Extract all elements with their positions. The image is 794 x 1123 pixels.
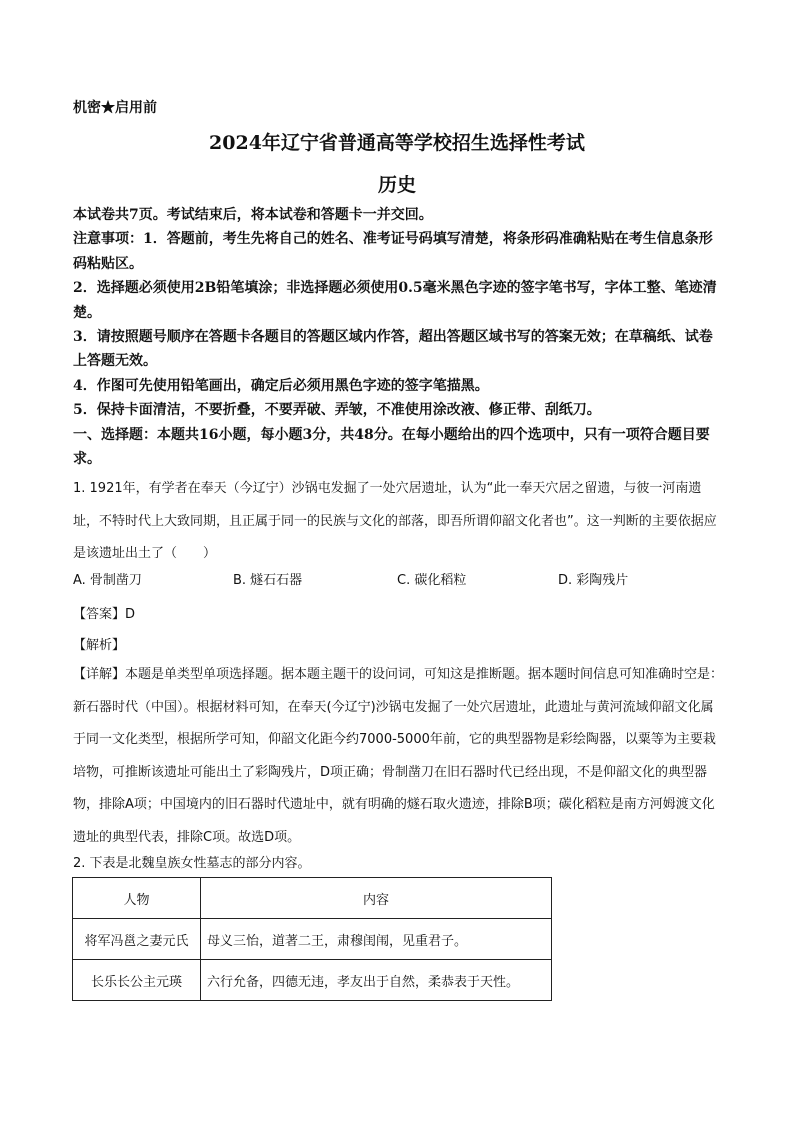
note-line: 本试卷共7页。考试结束后，将本试卷和答题卡一并交回。 xyxy=(73,207,433,223)
question-2-stem: 2. 下表是北魏皇族女性墓志的部分内容。 xyxy=(73,856,311,871)
detail-explanation xyxy=(73,659,725,854)
subject-title: 历史 xyxy=(377,174,416,196)
note-line: 5．保持卡面清洁，不要折叠，不要弄破、弄皱，不准使用涂改液、修正带、刮纸刀。 xyxy=(73,402,601,419)
table-row xyxy=(73,960,552,1001)
note-line: 3．请按照题号顺序在答题卡各题目的答题区域内作答，超出答题区域书写的答案无效；在草稿纸、试卷上答题无效。 xyxy=(73,329,713,370)
column-header-person: 人物 xyxy=(73,878,201,919)
note-line: 4．作图可先使用铅笔画出，确定后必须用黑色字迹的签字笔描黑。 xyxy=(73,377,489,394)
table-cell-content: 六行允备，四德无违，孝友出于自然，柔恭表于天性。 xyxy=(201,960,552,1001)
option-a: A. 骨制凿刀 xyxy=(73,573,142,588)
option-d: D. 彩陶残片 xyxy=(558,573,629,588)
tomb-inscription-table xyxy=(72,877,552,1001)
column-header-content: 内容 xyxy=(201,878,552,919)
note-line: 注意事项：1．答题前，考生先将自己的姓名、准考证号码填写清楚，将条形码准确粘贴在考生信息条形码粘贴区。 xyxy=(73,231,713,272)
question-1-stem xyxy=(73,473,725,571)
analysis-label: 【解析】 xyxy=(73,638,126,653)
option-c: C. 碳化稻粒 xyxy=(397,573,467,588)
table-cell-person: 长乐长公主元瑛 xyxy=(73,960,201,1001)
answer-label: 【答案】D xyxy=(73,607,136,622)
note-line: 2．选择题必须使用2B铅笔填涂；非选择题必须使用0.5毫米黑色字迹的签字笔书写，字体工整、笔迹清楚。 xyxy=(73,280,717,321)
section-heading: 一、选择题：本题共16小题，每小题3分，共48分。在每小题给出的四个选项中，只有一项符合题目要求。 xyxy=(73,426,710,468)
exam-title: 2024年辽宁省普通高等学校招生选择性考试 xyxy=(209,132,585,154)
option-b: B. 燧石石器 xyxy=(233,573,303,588)
table-header-row xyxy=(73,878,552,919)
question-1-text: 1. 1921年，有学者在奉天（今辽宁）沙锅屯发掘了一处穴居遗址，认为“此一奉天穴居之留遗，与彼一河南遗址，不特时代上大致同期，且正属于同一的民族与文化的部落，即吾所谓仰韶文化者也”。这一判断的主要依据应是该遗址出土了（ ） xyxy=(73,481,717,561)
table-row xyxy=(73,919,552,960)
detail-text: 【详解】本题是单类型单项选择题。据本题主题干的设问词，可知这是推断题。据本题时间信息可知准确时空是：新石器时代（中国）。根据材料可知，在奉天(今辽宁)沙锅屯发掘了一处穴居遗址，此遗址与黄河流域仰韶文化属于同一文化类型，根据所学可知，仰韶文化距今约7000-5000年前，它的典型器物是彩绘陶器，以粟等为主要栽培物，可推断该遗址可能出土了彩陶残片，D项正确；骨制凿刀在旧石器时代已经出现，不是仰韶文化的典型器物，排除A项；中国境内的旧石器时代遗址中，就有明确的燧石取火遗迹，排除B项；碳化稻粒是南方河姆渡文化遗址的典型代表，排除C项。故选D项。 xyxy=(73,667,724,845)
instructions xyxy=(73,203,723,471)
table-cell-content: 母义三怡，道著二王，肃穆闺闱，见重君子。 xyxy=(201,919,552,960)
table-cell-person: 将军冯邕之妻元氏 xyxy=(73,919,201,960)
secret-label: 机密★启用前 xyxy=(73,100,157,116)
question-1-options xyxy=(73,565,723,597)
